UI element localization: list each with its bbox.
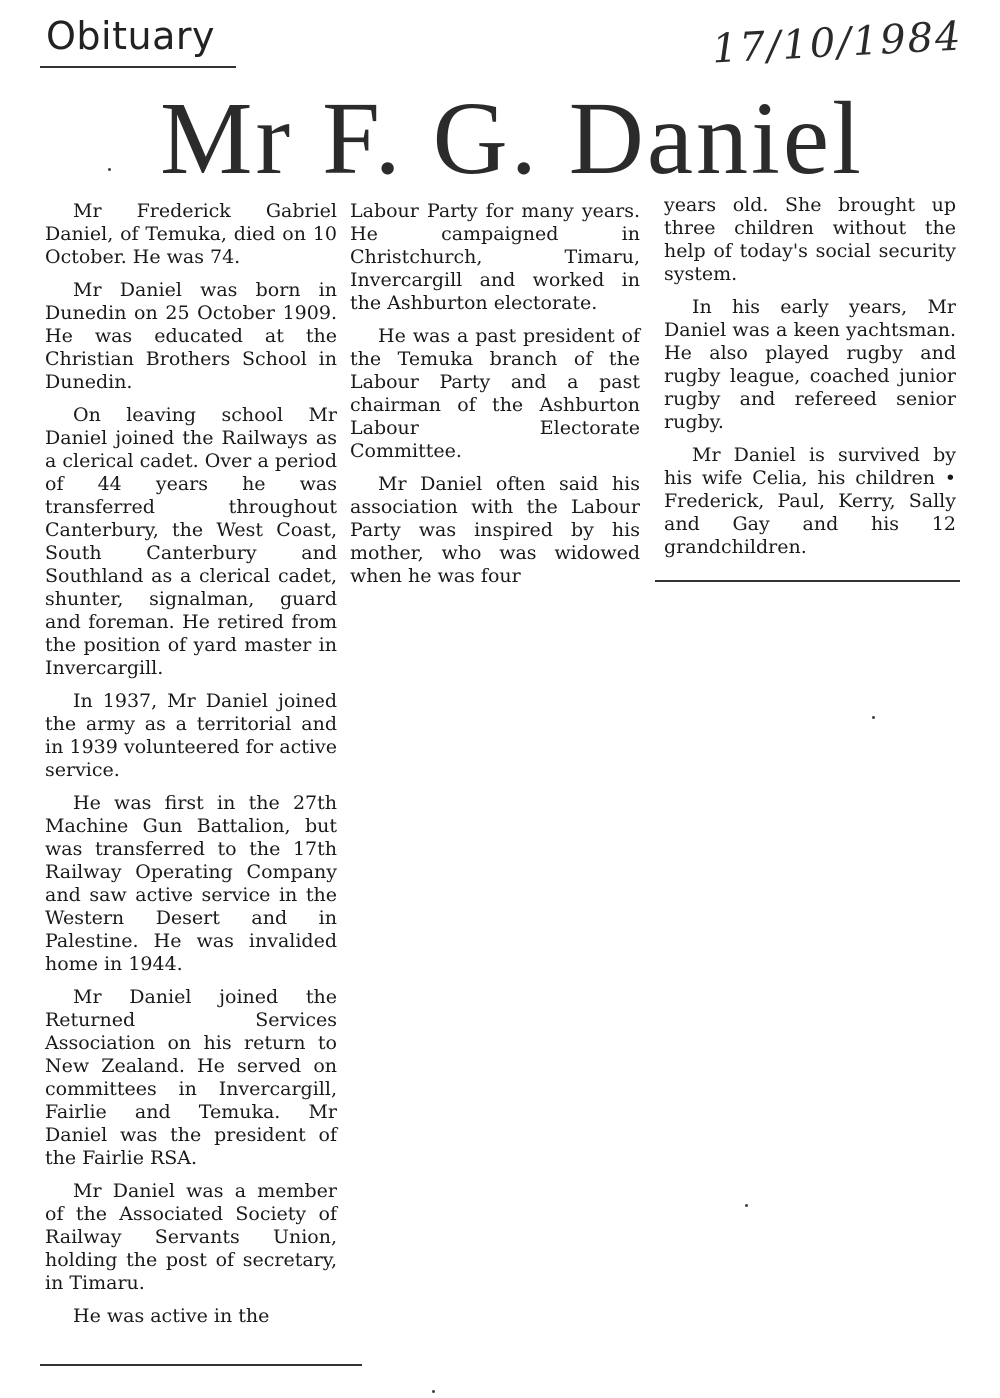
section-heading-underline bbox=[40, 66, 236, 68]
paragraph: Mr Daniel was a member of the Associated Society of Railway Servants Union, holding the post of secretary, in Timaru. bbox=[45, 1180, 337, 1294]
handwritten-date: 17/10/1984 bbox=[710, 13, 964, 73]
paragraph: He was first in the 27th Machine Gun Battalion, but was transferred to the 17th Railway Operating Company and saw active service in the Western Desert and in Palestine. He was invalided home in 1944. bbox=[45, 792, 337, 975]
paragraph: Mr Frederick Gabriel Daniel, of Temuka, died on 10 October. He was 74. bbox=[45, 200, 337, 268]
paragraph: In his early years, Mr Daniel was a keen yachtsman. He also played rugby and rugby league, coached junior rugby and refereed senior rugby. bbox=[664, 296, 956, 433]
paragraph: Labour Party for many years. He campaigned in Christchurch, Timaru, Invercargill and worked in the Ashburton electorate. bbox=[350, 200, 640, 314]
paragraph: Mr Daniel joined the Returned Services Association on his return to New Zealand. He served on committees in Invercargill, Fairlie and Temuka. Mr Daniel was the president of the Fairlie RSA. bbox=[45, 986, 337, 1169]
paragraph: On leaving school Mr Daniel joined the Railways as a clerical cadet. Over a period of 44 years he was transferred throughout Canterbury, the West Coast, South Canterbury and Southland as a clerical cadet, shunter, signalman, guard and foreman. He retired from the position of yard master in Invercargill. bbox=[45, 404, 337, 679]
paragraph: He was active in the bbox=[73, 1305, 270, 1327]
section-heading: Obituary bbox=[46, 14, 215, 58]
headline: Mr F. G. Daniel bbox=[160, 81, 864, 196]
article-column-3 bbox=[664, 194, 956, 569]
article-column-1 bbox=[45, 200, 337, 1338]
print-speck bbox=[745, 1204, 748, 1207]
print-speck bbox=[432, 1390, 435, 1393]
paragraph: In 1937, Mr Daniel joined the army as a territorial and in 1939 volunteered for active service. bbox=[45, 690, 337, 781]
paragraph: Mr Daniel was born in Dunedin on 25 October 1909. He was educated at the Christian Brothers School in Dunedin. bbox=[45, 279, 337, 393]
paragraph: years old. She brought up three children without the help of today's social security system. bbox=[664, 194, 956, 285]
paragraph: He was a past president of the Temuka branch of the Labour Party and a past chairman of the Ashburton Labour Electorate Committee. bbox=[350, 325, 640, 462]
column-end-rule bbox=[40, 1364, 362, 1366]
print-speck bbox=[108, 168, 111, 171]
paragraph: Mr Daniel often said his association with the Labour Party was inspired by his mother, who was widowed when he was four bbox=[350, 473, 640, 587]
article-column-2 bbox=[350, 200, 640, 598]
paragraph: Mr Daniel is survived by his wife Celia, his children • Frederick, Paul, Kerry, Sally and Gay and his 12 grandchildren. bbox=[664, 444, 956, 558]
column-end-rule bbox=[655, 580, 960, 582]
print-speck bbox=[872, 716, 875, 719]
